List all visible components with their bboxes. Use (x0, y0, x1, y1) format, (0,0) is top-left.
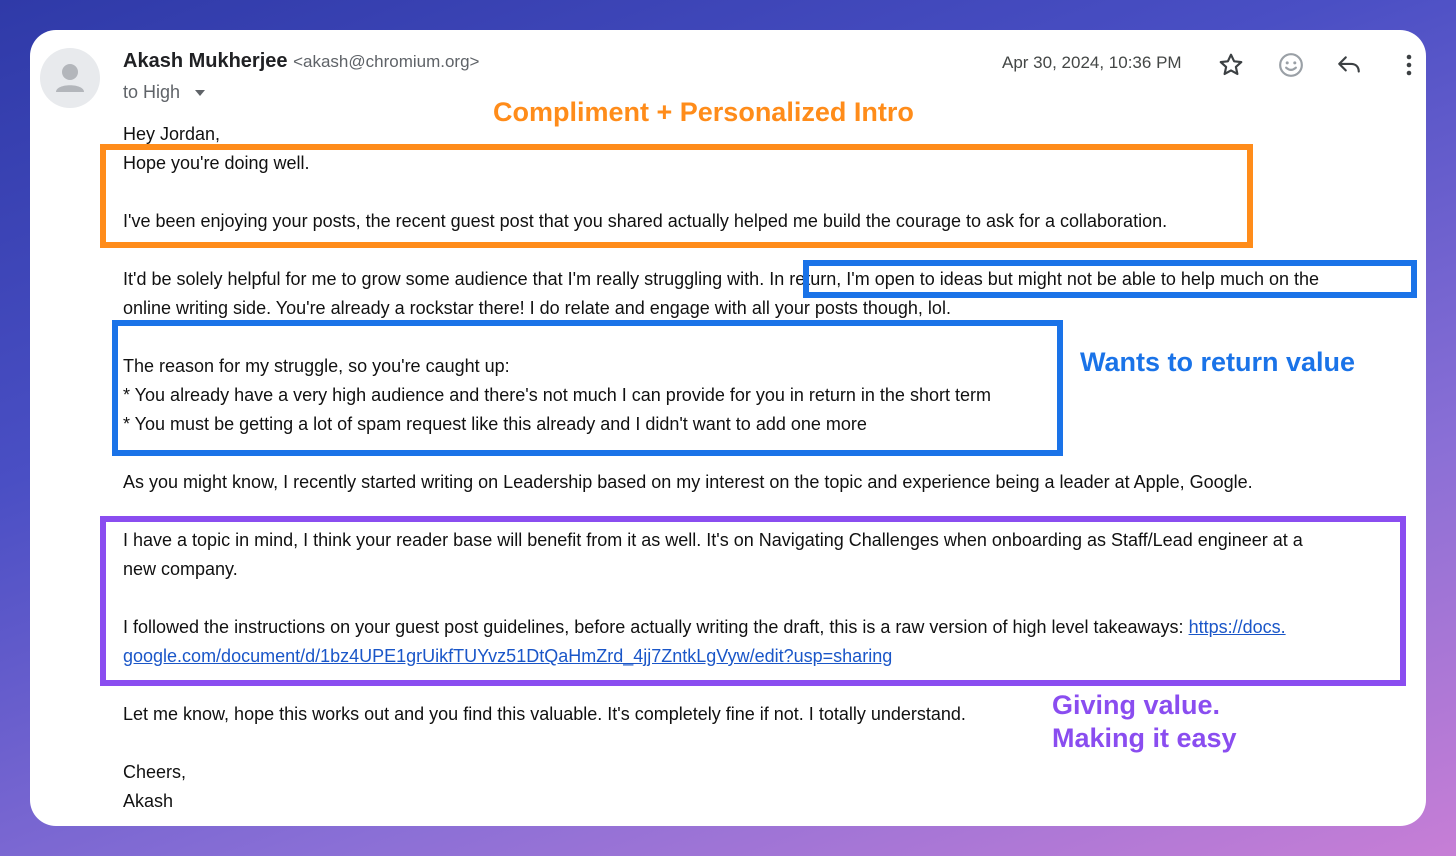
annotation-label-purple-1: Giving value. (1052, 690, 1221, 720)
more-options-button[interactable] (1392, 48, 1426, 82)
emoji-icon (1278, 52, 1304, 78)
sender-name (123, 50, 479, 73)
body-text: It'd be solely helpful for me to grow some audience that I'm really struggling with. (123, 269, 765, 289)
signoff: Cheers, (123, 762, 187, 782)
emoji-button[interactable] (1274, 48, 1308, 82)
body-line: I have a topic in mind, I think your reader base will benefit from it as well. It's on Navigating Challenges when onboarding as Staff/Lead engineer at a (123, 530, 1303, 550)
person-icon (40, 48, 100, 108)
greeting: Hey Jordan, (123, 124, 221, 144)
annotation-label-blue: Wants to return value (1080, 347, 1356, 377)
body-line: As you might know, I recently started writing on Leadership based on my interest on the topic and experience being a leader at Apple, Google. (123, 472, 1253, 492)
sender-email: <akash@chromium.org> (293, 52, 480, 71)
annotation-box-purple (100, 516, 1406, 686)
recipient-label: to High (123, 82, 181, 102)
chevron-down-icon (195, 90, 205, 96)
signature: Akash (123, 791, 174, 811)
avatar[interactable] (40, 48, 100, 108)
body-text: I followed the instructions on your guest post guidelines, before actually writing the draft, this is a raw version of high level takeaways: (123, 617, 1189, 637)
annotation-box-orange (100, 144, 1253, 248)
star-button[interactable] (1214, 48, 1248, 82)
annotation-box-blue (112, 320, 1063, 456)
doc-link[interactable]: https://docs. (1188, 617, 1286, 637)
body-line: I've been enjoying your posts, the recent guest post that you shared actually helped me build the courage to ask for a collaboration. (123, 211, 1168, 231)
star-icon (1218, 52, 1244, 78)
body-line: The reason for my struggle, so you're caught up: (123, 356, 510, 376)
list-item: * You already have a very high audience and there's not much I can provide for you in return in the short term (123, 385, 991, 405)
email-card (30, 30, 1426, 826)
annotation-label-orange: Compliment + Personalized Intro (493, 97, 914, 127)
reply-button[interactable] (1332, 48, 1366, 82)
body-text: In return, I'm open to ideas but might not be able to help much on the (769, 269, 1320, 289)
annotation-box-blue-inline (803, 260, 1417, 298)
annotation-label-purple-2: Making it easy (1052, 723, 1237, 753)
email-date: Apr 30, 2024, 10:36 PM (1002, 53, 1182, 72)
body-line: Hope you're doing well. (123, 153, 310, 173)
recipient-dropdown[interactable] (123, 82, 205, 103)
body-line: new company. (123, 559, 238, 579)
list-item: * You must be getting a lot of spam request like this already and I didn't want to add one more (123, 414, 867, 434)
body-line: Let me know, hope this works out and you find this valuable. It's completely fine if not. I totally understand. (123, 704, 966, 724)
reply-icon (1336, 52, 1362, 78)
body-line: online writing side. You're already a rockstar there! I do relate and engage with all your posts though, lol. (123, 298, 951, 318)
sender-name-text: Akash Mukherjee (123, 50, 288, 72)
doc-link-continued[interactable]: google.com/document/d/1bz4UPE1grUikfTUYvz51DtQaHmZrd_4jj7ZntkLgVyw/edit?usp=sharing (123, 646, 893, 666)
more-vert-icon (1404, 53, 1414, 77)
